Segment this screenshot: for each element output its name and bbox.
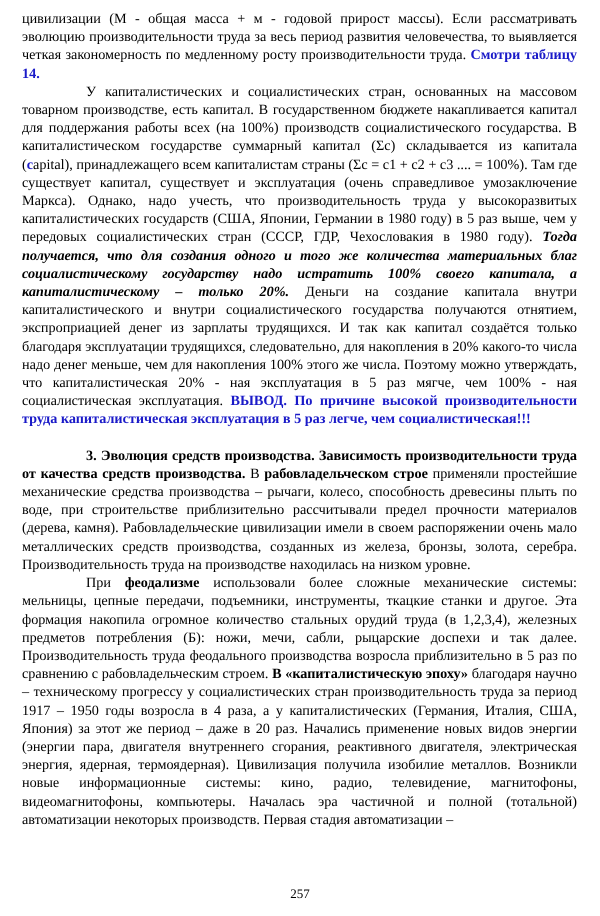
paragraph-text: Деньги на создание капитала внутри капиталистического и внутри социалистического государства получаются отнятием, экспроприацией денег из зарплаты трудящихся. И так как капитал создаётся только благодаря эксплуатации трудящихся, следовательно, для накопления в 20% какого-то числа надо денег меньше, чем для накопления 100% этого же числа. Поэтому можно утверждать, что капиталистическая 20% - ная эксплуатация в 5 раз мягче, чем 100% - ная социалистическая эксплуатация. [22,284,577,410]
feudalism-term: феодализме [124,575,200,592]
section-3-paragraph [22,447,577,574]
section-heading: 3. Эволюция средств производства. Зависимость производительности труда от качества средств производства. [22,447,577,482]
table-14-reference: Смотри таблицу 14. [22,47,577,82]
paragraph-text: использовали более сложные механические системы: мельницы, цепные передачи, подъемники, инструменты, ткацкие станки и другое. Эта формация накопила огромное количество стальных орудий труда (в 1,2,3,4), железных предметов потребления (Б): ножи, мечи, сабли, рыцарские доспехи и так далее. Производительность труда феодального производства возросла приблизительно в 5 раз по сравнению с рабовладельческим строем. [22,575,577,683]
paragraph-feudalism-capitalism [22,574,577,829]
capitalist-era-term: В «капиталистическую эпоху» [272,666,468,683]
slavery-term: рабовладельческом строе [264,465,428,482]
highlighted-letter: с [26,156,34,173]
paragraph-text: apital), принадлежащего всем капиталистам страны (Σс = с1 + с2 + с3 .... = 100%). Там где существует капитал, существует и эксплуатация (очень справедливое умозаключение Маркса). Однако, надо учесть, что производительность труда у высокоразвитых капиталистических государств (США, Японии, Германии в 1980 году) в 5 раз выше, чем у передовых социалистических стран (СССР, ГДР, Чехословакия в 1980 году). [22,156,577,246]
paragraph-text: В [245,465,265,482]
paragraph-text: У капиталистических и социалистических стран, основанных на массовом товарном производстве, есть капитал. В государственном бюджете накапливается капитал для поддержания работы всех (на 100%) производств социалистического государства. В капиталистическом государстве суммарный капитал (Σс) складывается из капитала ( [22,83,577,173]
paragraph-text: При [86,575,125,592]
paragraph-spacer [22,429,577,447]
paragraph-text: применяли простейшие механические средства производства – рычаги, колесо, способность древесины плыть по воде, при строительстве приблизительно рассчитывали предел прочности материалов (дерева, камня). Рабовладельческие цивилизации имели в своем распоряжении очень мало металлических средств производства, созданных из железа, бронзы, золота, серебра. Производительность труда на производстве находилась на низком уровне. [22,465,577,573]
paragraph-capital-exploitation [22,83,577,429]
paragraph-text: цивилизации (М - общая масса + м - годовой прирост массы). Если рассматривать эволюцию производительности труда за весь период развития человечества, то выявляется четкая закономерность по медленному росту производительности труда. [22,11,577,64]
paragraph-text: благодаря научно – техническому прогрессу у социалистических стран производительность труда за период 1917 – 1950 годы возросла в 4 раза, а у капиталистических (Германия, Италия, США, Япония) за этот же период – даже в 20 раз. Начались применение новых видов энергии (энергии пара, двигателя внутреннего сгорания, реактивного двигателя, электрическая энергия, ядерная, термоядерная). Цивилизация получила изобилие металлов. Возникли новые информационные системы: кино, радио, телевидение, магнитофоны, видеомагнитофоны, компьютеры. Началась эра частичной и полной (тотальной) автоматизации некоторых производств. Первая стадия автоматизации – [22,666,577,828]
conclusion-statement: ВЫВОД. По причине высокой производительности труда капиталистическая эксплуатация в 5 раз легче, чем социалистическая!!! [22,393,577,428]
emphasis-statement: Тогда получается, что для создания одного и того же количества материальных благ социалистическому государству надо истратить 100% своего капитала, а капиталистическому – только 20%. [22,229,577,301]
paragraph-civilization-mass [22,10,577,83]
page-number: 257 [290,886,310,901]
